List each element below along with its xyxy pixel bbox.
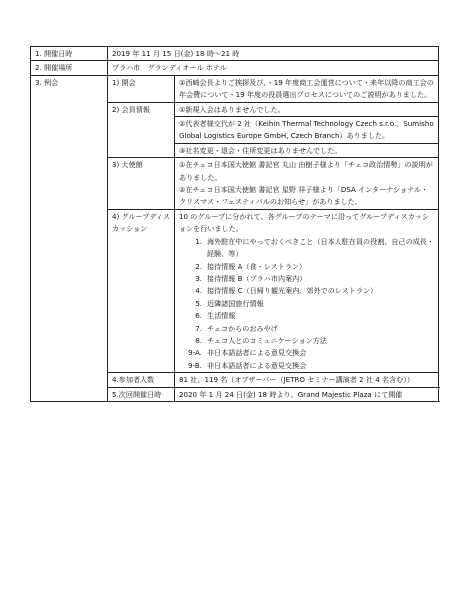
topic-text: 接待情報 B（プラハ市内案内） — [207, 273, 307, 283]
venue-value: プラハ市 グランディオール ホテル — [108, 61, 439, 75]
embassy-item-2: ②在チェコ日本国大使館 書記官 星野 祥子様より「DSA インターナショナル・クリスマス・フェスティバルのお知らせ」がありました。 — [179, 185, 429, 207]
topic-number: 9-B. — [188, 360, 202, 370]
membership-item-2: ②代表者様交代が 2 社（Keihin Thermal Technology Czech s.r.o.、Sumisho Global Logistics Europe GmbH, Czech Branch）ありました。 — [175, 117, 439, 144]
list-item — [179, 310, 435, 322]
list-item — [179, 347, 435, 359]
topic-text: 海外駐在中にやっておくべきこと（日本人駐在員の役割、自己の成長・経験、等） — [207, 236, 434, 259]
next-meeting-label: 5.次回開催日時 — [108, 387, 175, 401]
topic-number: 8. — [195, 335, 202, 345]
topic-number: 6. — [195, 311, 202, 321]
group-intro: 10 のグループに分かれて、各グループのテーマに沿ってグループディスカッションを行いました。 — [179, 211, 429, 234]
embassy-items — [175, 158, 439, 210]
row-opening — [31, 75, 439, 102]
membership-item-3: ③社名変更・退会・住所変更はありませんでした。 — [175, 143, 439, 157]
list-item — [179, 236, 435, 261]
topic-text: 非日本語話者による意見交換会 — [207, 348, 307, 358]
date-label: 1. 開催日時 — [31, 47, 108, 61]
list-item — [179, 298, 435, 310]
meeting-label: 3. 例会 — [31, 75, 108, 401]
group-label: 4) グループディスカッション — [108, 209, 175, 372]
topic-text: チェコ人とのコミュニケーション方法 — [207, 335, 327, 345]
participants-label: 4.参加者人数 — [108, 373, 175, 387]
venue-label: 2. 開催場所 — [31, 61, 108, 75]
topic-text: 生活情報 — [207, 311, 236, 321]
membership-item-1: ①新規入会はありませんでした。 — [175, 102, 439, 116]
opening-label: 1) 開会 — [108, 75, 175, 102]
date-value: 2019 年 11 月 15 日(金) 18 時～21 時 — [108, 47, 439, 61]
embassy-item-1: ①在チェコ日本国大使館 書記官 丸山 由樹子様より「チェコ政治情勢」の説明がありました。 — [179, 160, 433, 182]
topic-number: 2. — [195, 261, 202, 271]
topic-list — [179, 236, 435, 372]
list-item — [179, 323, 435, 335]
topic-text: 非日本語話者による意見交換会 — [207, 360, 307, 370]
row-date — [31, 47, 439, 61]
topic-number: 1. — [195, 236, 202, 246]
participants-value: 81 社、119 名（オブザーバー（JETRO セミナー講演者 2 社 4 名含む）） — [175, 373, 439, 387]
topic-text: 接待情報 C（日帰り観光案内、郊外でのレストラン） — [207, 286, 378, 296]
minutes-table — [30, 46, 439, 402]
group-content — [175, 209, 439, 372]
row-venue — [31, 61, 439, 75]
topic-text: 接待情報 A（食・レストラン） — [207, 261, 307, 271]
topic-number: 5. — [195, 298, 202, 308]
list-item — [179, 360, 435, 372]
next-meeting-value: 2020 年 1 月 24 日(金) 18 時より、Grand Majestic Plaza にて開催 — [175, 387, 439, 401]
list-item — [179, 335, 435, 347]
topic-number: 7. — [195, 323, 202, 333]
list-item — [179, 273, 435, 285]
list-item — [179, 261, 435, 273]
topic-number: 4. — [195, 286, 202, 296]
topic-text: チェコからのおみやげ — [207, 323, 278, 333]
topic-number: 9-A. — [188, 348, 202, 358]
list-item — [179, 285, 435, 297]
opening-text: ①西崎会長よりご挨拶及び、・19 年度商工会運営について・来年以降の商工会の年会費について・19 年度の役員選出プロセスについてのご説明がありました。 — [175, 75, 439, 102]
embassy-label: 3) 大使館 — [108, 158, 175, 210]
topic-text: 近隣諸国旅行情報 — [207, 298, 264, 308]
membership-label: 2) 会員情報 — [108, 102, 175, 158]
topic-number: 3. — [195, 273, 202, 283]
minutes-sheet — [30, 46, 438, 402]
